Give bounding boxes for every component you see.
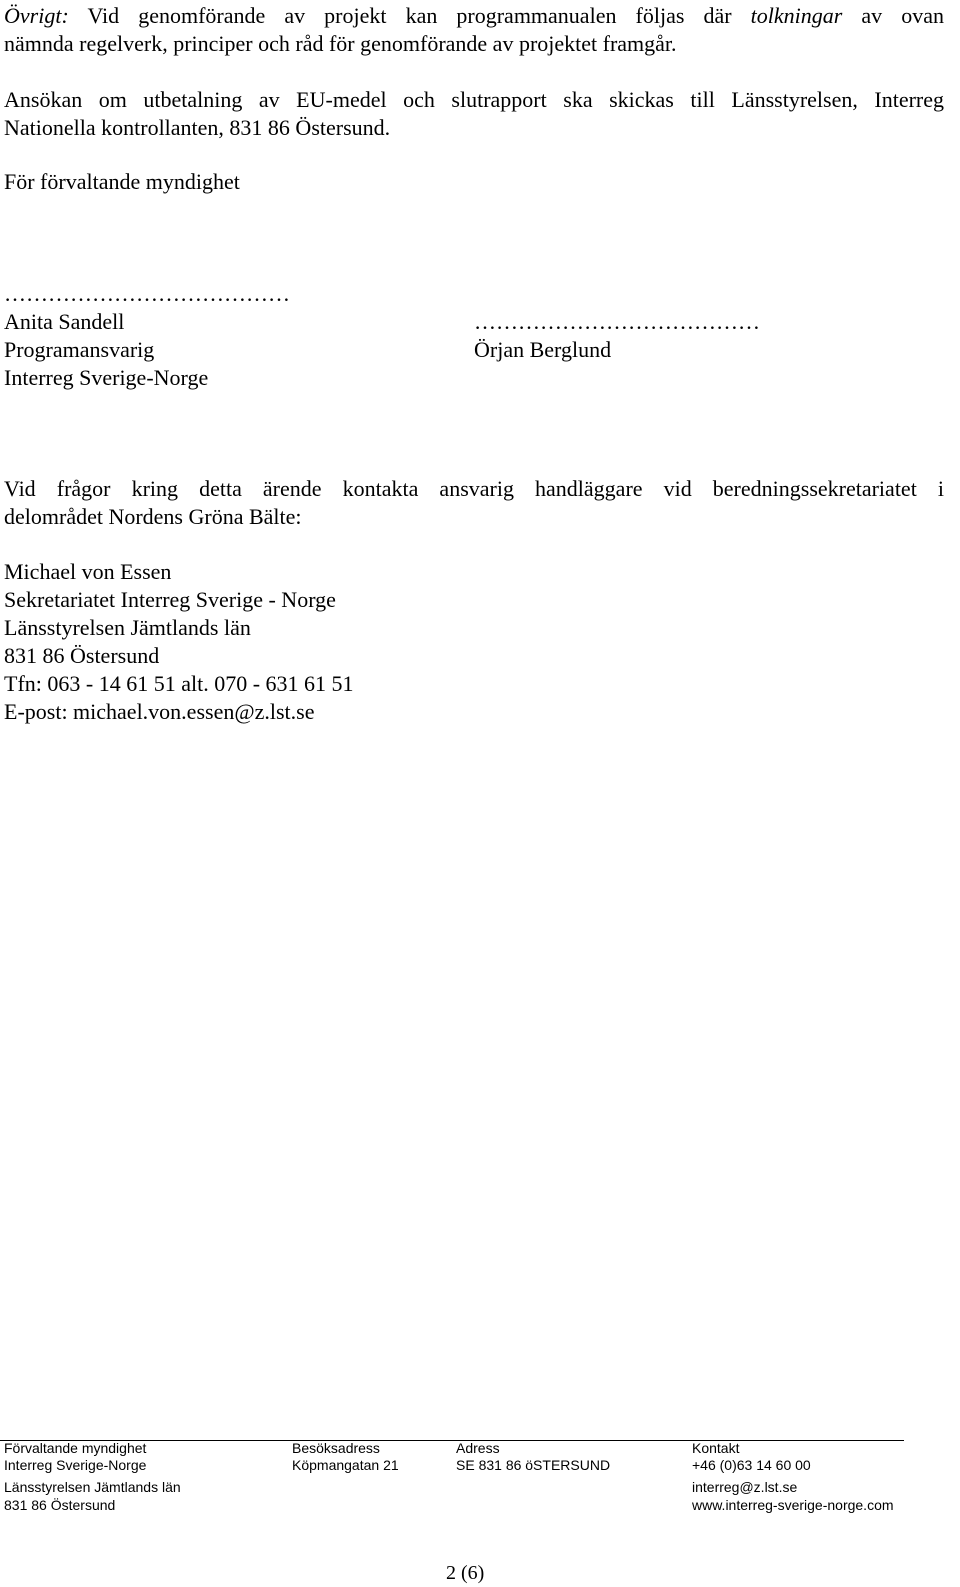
application-line-1: Ansökan om utbetalning av EU-medel och slutrapport ska skickas till Länsstyrelsen, Interreg (4, 87, 944, 112)
contact-email[interactable]: E-post: michael.von.essen@z.lst.se (4, 699, 315, 724)
questions-line-1: Vid frågor kring detta ärende kontakta ansvarig handläggare vid beredningssekretariatet i (4, 476, 944, 501)
authority-label: För förvaltande myndighet (4, 169, 240, 194)
contact-city: 831 86 Östersund (4, 643, 160, 668)
footer-col4-line3[interactable]: www.interreg-sverige-norge.com (692, 1497, 894, 1513)
signature-left-title: Programansvarig (4, 337, 155, 362)
signature-left-dots: ………………………………… (4, 281, 290, 306)
page-number: 2 (6) (446, 1562, 485, 1584)
contact-org: Sekretariatet Interreg Sverige - Norge (4, 587, 336, 612)
questions-line-2: delområdet Nordens Gröna Bälte: (4, 504, 302, 529)
intro-line-1 (4, 2, 944, 30)
footer-col2-line1: Köpmangatan 21 (292, 1457, 399, 1473)
signature-left-name: Anita Sandell (4, 309, 125, 334)
footer-col1-header: Förvaltande myndighet (4, 1440, 147, 1456)
footer-col4-line1: +46 (0)63 14 60 00 (692, 1457, 811, 1473)
footer-col3-header: Adress (456, 1440, 500, 1456)
footer-col1-line1: Interreg Sverige-Norge (4, 1457, 147, 1473)
footer-col1-line2: Länsstyrelsen Jämtlands län (4, 1479, 181, 1495)
intro-text-b: av ovan (861, 3, 945, 28)
intro-tolkningar: tolkningar (750, 3, 843, 28)
footer-col3-line1: SE 831 86 öSTERSUND (456, 1457, 611, 1473)
signature-right-dots: ………………………………… (474, 309, 760, 334)
signature-right-name: Örjan Berglund (474, 337, 612, 362)
footer-col1-line3: 831 86 Östersund (4, 1497, 116, 1513)
intro-line-2: nämnda regelverk, principer och råd för genomförande av projektet framgår. (4, 31, 677, 56)
contact-name: Michael von Essen (4, 559, 172, 584)
contact-agency: Länsstyrelsen Jämtlands län (4, 615, 251, 640)
signature-left-org: Interreg Sverige-Norge (4, 365, 209, 390)
footer-col2-header: Besöksadress (292, 1440, 380, 1456)
contact-phone: Tfn: 063 - 14 61 51 alt. 070 - 631 61 51 (4, 671, 354, 696)
ovrigt-label: Övrigt: (4, 3, 69, 28)
footer-col4-line2[interactable]: interreg@z.lst.se (692, 1479, 798, 1495)
intro-text-a: Vid genomförande av projekt kan programmanualen följas där (87, 3, 732, 28)
footer-col4-header: Kontakt (692, 1440, 740, 1456)
application-line-2: Nationella kontrollanten, 831 86 Östersund. (4, 115, 391, 140)
